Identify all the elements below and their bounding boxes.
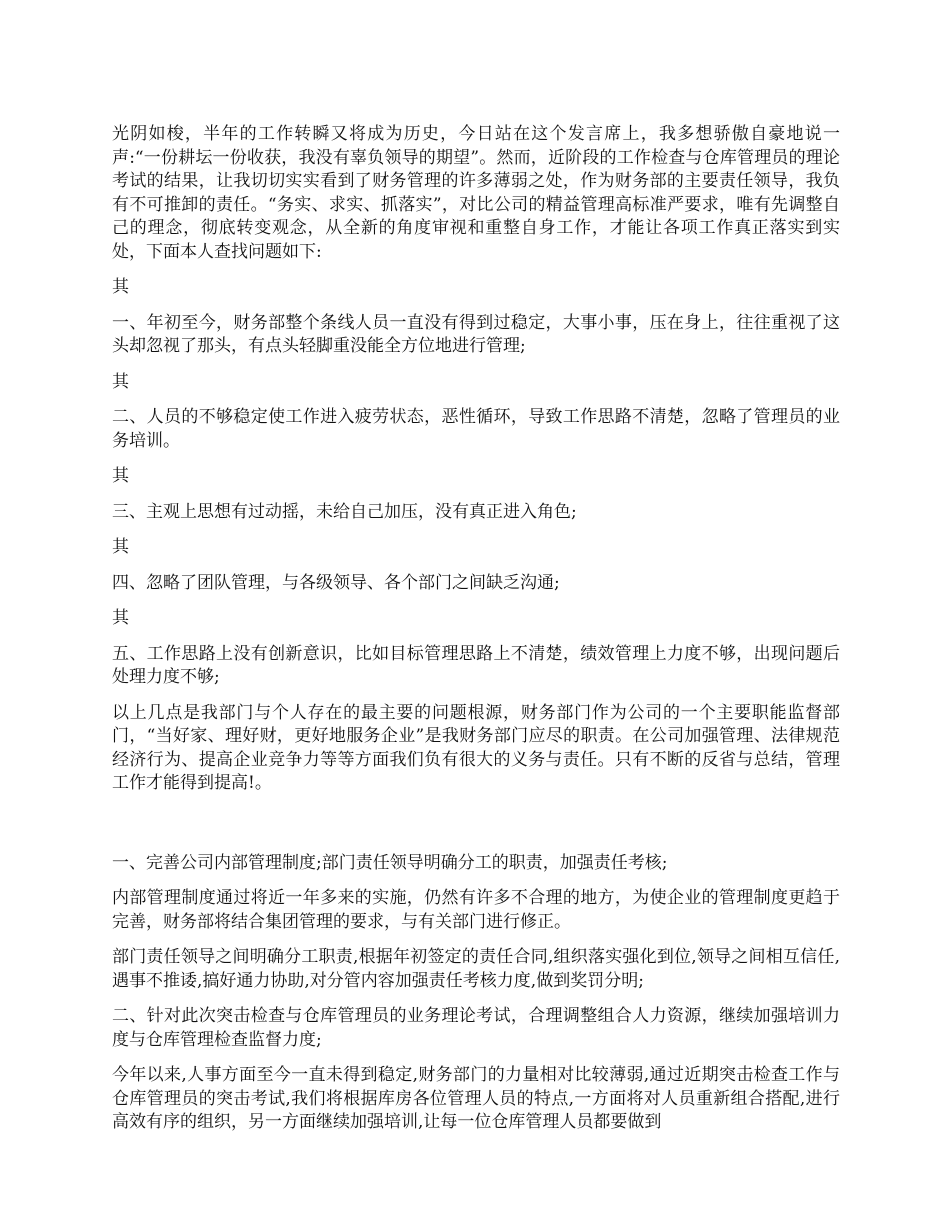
measure-heading-2: 二、针对此次突击检查与仓库管理员的业务理论考试，合理调整组合人力资源，继续加强培训力度与仓库管理检查监督力度;	[112, 1006, 840, 1050]
problem-item-5: 五、工作思路上没有创新意识，比如目标管理思路上不清楚，绩效管理上力度不够，出现问题后处理力度不够;	[112, 643, 840, 687]
list-marker: 其	[112, 277, 129, 297]
list-marker: 其	[112, 371, 129, 392]
list-marker: 其	[112, 608, 129, 628]
problem-item-3: 三、主观上思想有过动摇，未给自己加压，没有真正进入角色;	[112, 501, 577, 522]
intro-paragraph: 光阴如梭，半年的工作转瞬又将成为历史，今日站在这个发言席上，我多想骄傲自豪地说一声:“一份耕坛一份收获，我没有辜负领导的期望”。然而，近阶段的工作检查与仓库管理员的理论考试的结果，让我切切实实看到了财务管理的许多薄弱之处，作为财务部的主要责任领导，我负有不可推卸的责任。“务实、求实、抓落实”，对比公司的精益管理高标准严要求，唯有先调整自己的理念，彻底转变观念，从全新的角度审视和重整自身工作，才能让各项工作真正落实到实处，下面本人查找问题如下:	[112, 124, 840, 262]
measure-paragraph-2: 部门责任领导之间明确分工职责,根据年初签定的责任合同,组织落实强化到位,领导之间相互信任,遇事不推诿,搞好通力协助,对分管内容加强责任考核力度,做到奖罚分明;	[112, 947, 840, 991]
list-marker: 其	[112, 466, 129, 486]
measure-paragraph-3: 今年以来,人事方面至今一直未得到稳定,财务部门的力量相对比较薄弱,通过近期突击检查工作与仓库管理员的突击考试,我们将根据库房各位管理人员的特点,一方面将对人员重新组合搭配,进行高效有序的组织，另一方面继续加强培训,让每一位仓库管理人员都要做到	[112, 1065, 840, 1132]
measure-heading-1: 一、完善公司内部管理制度;部门责任领导明确分工的职责，加强责任考核;	[112, 852, 668, 873]
problem-item-4: 四、忽略了团队管理，与各级领导、各个部门之间缺乏沟通;	[112, 572, 560, 593]
problem-item-2: 二、人员的不够稳定使工作进入疲劳状态，恶性循环，导致工作思路不清楚，忽略了管理员的业务培训。	[112, 407, 840, 451]
list-marker: 其	[112, 537, 129, 557]
summary-paragraph: 以上几点是我部门与个人存在的最主要的问题根源，财务部门作为公司的一个主要职能监督部门，“当好家、理好财，更好地服务企业”是我财务部门应尽的职责。在公司加强管理、法律规范经济行为、提高企业竞争力等等方面我们负有很大的义务与责任。只有不断的反省与总结，管理工作才能得到提高!。	[112, 702, 840, 793]
measure-paragraph-1: 内部管理制度通过将近一年多来的实施，仍然有许多不合理的地方，为使企业的管理制度更趋于完善，财务部将结合集团管理的要求，与有关部门进行修正。	[112, 888, 840, 932]
section-spacer	[112, 808, 840, 852]
problem-item-1: 一、年初至今，财务部整个条线人员一直没有得到过稳定，大事小事，压在身上，往往重视了这头却忽视了那头，有点头轻脚重没能全方位地进行管理;	[112, 312, 840, 356]
document-body	[112, 123, 840, 1147]
